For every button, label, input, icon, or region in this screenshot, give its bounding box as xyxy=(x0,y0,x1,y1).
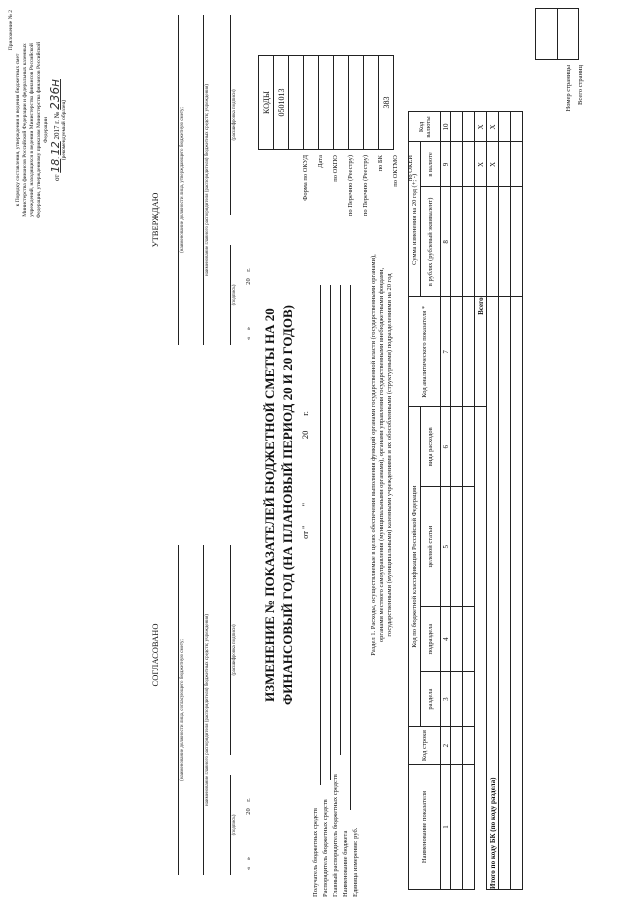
approve-date: « » 20 г. xyxy=(245,268,252,340)
codes-header: КОДЫ xyxy=(259,56,274,150)
agree-heading: СОГЛАСОВАНО xyxy=(150,623,160,687)
col-header-cur: в валюте xyxy=(421,142,441,187)
x-mark: X xyxy=(475,112,487,142)
section-heading xyxy=(370,25,394,885)
codes-label: Форма по ОКУД xyxy=(302,155,309,201)
col-header-subsection: подраздела xyxy=(421,607,441,672)
codes-value xyxy=(334,56,349,150)
page-number-box xyxy=(535,8,579,60)
table-row xyxy=(499,20,511,890)
section-line: государственными (муниципальными) казенными учреждениями и их обособленными (структурными) подразделениями на 20 год xyxy=(386,273,393,637)
table-row-total-bk xyxy=(487,20,499,890)
x-mark: X xyxy=(487,142,499,187)
table-row-total xyxy=(475,20,487,890)
agree-date: « » 20 г. xyxy=(245,798,252,870)
appendix-title: Приложение № 2 xyxy=(8,10,14,51)
codes-label: по ОКТМО xyxy=(392,155,399,187)
approve-caption-org: наименование главного распорядителя (распорядителя) бюджетных средств; учреждения) xyxy=(205,84,210,276)
field-manager: Распорядитель бюджетных средств xyxy=(322,799,329,897)
field-recipient: Получатель бюджетных средств xyxy=(312,808,319,897)
table-row xyxy=(511,20,523,890)
col-header-code: Код строки xyxy=(409,727,441,765)
agree-caption-signature: (подпись) xyxy=(232,814,237,836)
approve-caption-position: (наименование должности лица, утверждающего бюджетную смету; xyxy=(180,107,185,253)
appendix-line: Федерации xyxy=(43,117,49,143)
codes-labels xyxy=(287,155,422,265)
total-bk-label: Итого по коду БК (по коду раздела) xyxy=(487,297,499,890)
table-row xyxy=(463,20,475,890)
codes-value: 383 xyxy=(379,56,394,150)
field-unit: Единица измерения: руб. xyxy=(352,827,359,897)
appendix-line: Министерства финансов Российской Федерации и федеральных казенных xyxy=(22,43,28,217)
field-budget-name: Наименование бюджета xyxy=(342,830,349,897)
approve-caption-decoding: (расшифровка подписи) xyxy=(232,89,237,141)
document-title-line1: ИЗМЕНЕНИЕ № ПОКАЗАТЕЛЕЙ БЮДЖЕТНОЙ СМЕТЫ НА 20 xyxy=(262,308,277,702)
page-number-label: Номер страницы xyxy=(565,65,572,112)
document-title-line2: ФИНАНСОВЫЙ ГОД (НА ПЛАНОВЫЙ ПЕРИОД 20 И 20 ГОДОВ) xyxy=(280,305,295,705)
col-header-sum: Сумма изменения на 20 год (+; -) xyxy=(409,142,421,297)
codes-label: по ОКЕИ xyxy=(407,155,414,182)
codes-value xyxy=(304,56,319,150)
agree-caption-org: наименование главного распорядителя (распорядителя) бюджетных средств; учреждения) xyxy=(205,614,210,806)
field-main-manager: Главный распорядитель бюджетных средств xyxy=(332,774,339,897)
col-header-section: раздела xyxy=(421,672,441,727)
codes-value xyxy=(289,56,304,150)
appendix-line: Федерации, утвержденному приказом Министерства финансов Российской xyxy=(36,41,42,219)
appendix-day: 18 xyxy=(49,158,62,173)
approve-heading: УТВЕРЖДАЮ xyxy=(150,192,160,248)
col-header-expense: вида расходов xyxy=(421,407,441,487)
agree-caption-position: (наименование должности лица, согласующего бюджетную смету; xyxy=(180,639,185,781)
col-header-analytic: Код аналитического показателя * xyxy=(409,297,441,407)
page-total-label: Всего страниц xyxy=(577,65,584,105)
col-header-curcode: Код валюты xyxy=(409,112,441,142)
col-header-rub: в рублях (рублевый эквивалент) xyxy=(421,187,441,297)
codes-label: по Перечню (Реестру) xyxy=(362,155,369,217)
codes-label: по БК xyxy=(377,155,384,172)
appendix-block xyxy=(8,10,68,250)
codes-value: 0501013 xyxy=(274,56,289,150)
section-line: Раздел 1. Расходы, осуществляемые в целях обеспечения выполнения функций органами государственной власти (государственными органами), xyxy=(370,254,377,656)
x-mark: X xyxy=(475,142,487,187)
approve-caption-signature: (подпись) xyxy=(232,284,237,306)
x-mark: X xyxy=(487,112,499,142)
section-line: органами местного самоуправления (муниципальными органами), органами управления государственными внебюджетными фондами, xyxy=(378,267,385,643)
agree-caption-decoding: (расшифровка подписи) xyxy=(232,624,237,676)
codes-label: по Перечню (Реестру) xyxy=(347,155,354,217)
appendix-line: к Порядку составления, утверждения и ведения бюджетных смет xyxy=(15,53,21,207)
page-number-block xyxy=(565,65,589,145)
appendix-number: 236н xyxy=(48,79,62,110)
document-title-date: от " " 20 г. xyxy=(300,411,310,539)
appendix-month: 12 xyxy=(49,141,62,156)
col-header-target: целевой статьи xyxy=(421,487,441,607)
total-label: Всего xyxy=(476,297,485,315)
col-header-name: Наименование показателя xyxy=(409,765,441,890)
appendix-recommended: (рекомендуемый образец) xyxy=(61,99,67,161)
expenses-table xyxy=(408,20,523,890)
codes-value xyxy=(319,56,334,150)
appendix-line: учреждений, находящихся в ведении Министерства финансов Российской xyxy=(29,43,35,217)
appendix-date: от 18. 12 2017 г. № 236н xyxy=(48,79,62,181)
codes-label: Дата xyxy=(317,155,324,168)
col-header-bk: Код по бюджетной классификации Российской Федерации xyxy=(409,407,421,727)
codes-value xyxy=(349,56,364,150)
codes-label: по ОКПО xyxy=(332,155,339,182)
column-numbers-row: 1 2 3 4 5 6 7 8 9 10 xyxy=(441,20,451,890)
table-row xyxy=(451,20,463,890)
